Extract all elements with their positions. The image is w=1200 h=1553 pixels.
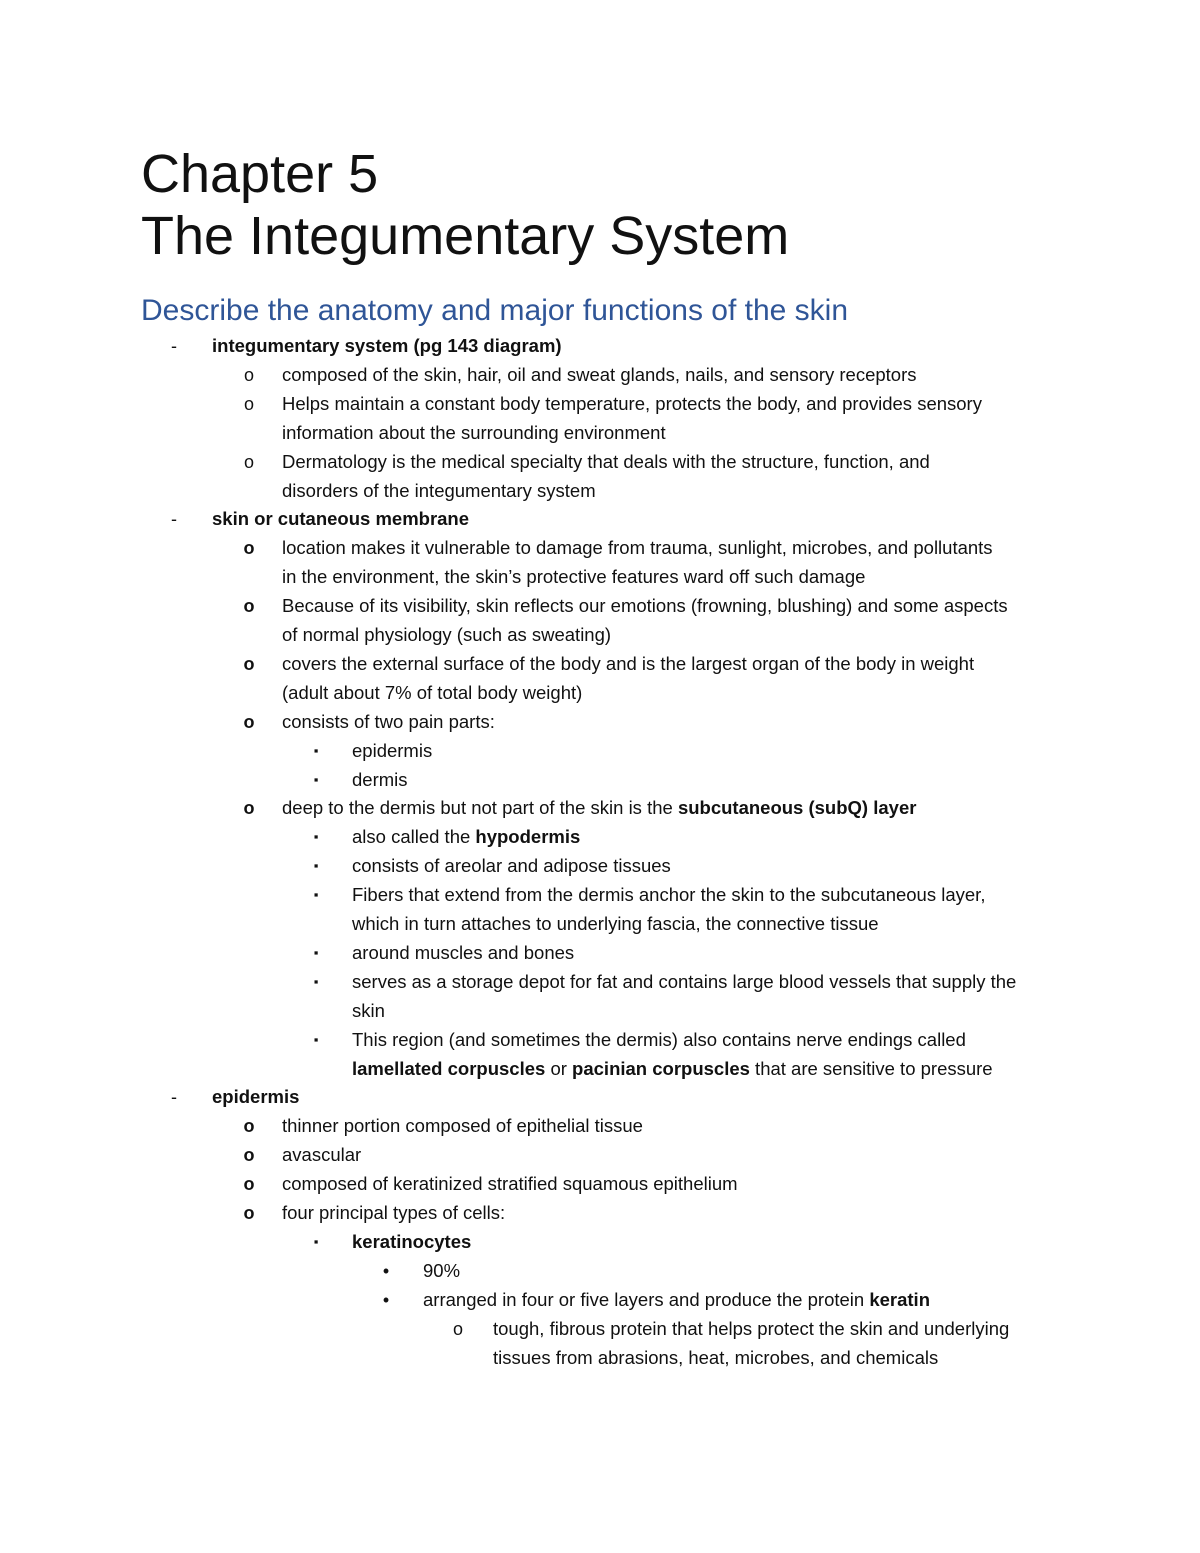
- outline-line: [282, 565, 865, 589]
- outline-line: [493, 1346, 938, 1370]
- outline-line: [282, 1143, 361, 1167]
- list-bullet: o: [243, 1203, 255, 1223]
- outline-line: [282, 1201, 505, 1225]
- list-bullet: ▪: [313, 742, 319, 758]
- line-text: also called the: [352, 826, 476, 848]
- outline-line: [352, 970, 1016, 994]
- line-text: information about the surrounding environment: [282, 421, 666, 443]
- outline-line: [212, 507, 469, 531]
- outline-line: [212, 334, 562, 358]
- line-text: composed of keratinized stratified squamous epithelium: [282, 1173, 738, 1195]
- line-text: consists of two pain parts:: [282, 710, 495, 732]
- line-text: location makes it vulnerable to damage from trauma, sunlight, microbes, and pollutants: [282, 537, 993, 559]
- line-text: serves as a storage depot for fat and contains large blood vessels that supply the: [352, 970, 1017, 992]
- list-bullet: •: [382, 1289, 390, 1310]
- line-text: dermis: [352, 768, 408, 790]
- bold-term: epidermis: [212, 1086, 300, 1108]
- outline-line: [352, 1230, 471, 1254]
- outline-line: [282, 392, 982, 416]
- line-text: skin: [352, 999, 385, 1021]
- list-bullet: o: [243, 538, 255, 559]
- line-text: that are sensitive to pressure: [749, 1057, 993, 1079]
- line-text: tough, fibrous protein that helps protect the skin and underlying: [493, 1317, 1010, 1339]
- list-bullet: ▪: [313, 1233, 319, 1249]
- line-text: thinner portion composed of epithelial tissue: [282, 1115, 643, 1137]
- line-text: which in turn attaches to underlying fascia, the connective tissue: [352, 913, 879, 934]
- list-bullet: -: [171, 1087, 177, 1108]
- list-bullet: o: [243, 596, 255, 617]
- list-bullet: o: [243, 393, 254, 414]
- list-bullet: o: [243, 1145, 255, 1166]
- outline-line: [282, 623, 611, 647]
- outline-line: [282, 363, 917, 387]
- outline-line: [282, 652, 974, 676]
- outline-line: [352, 912, 879, 936]
- outline-line: [282, 710, 495, 734]
- list-bullet: -: [171, 336, 177, 356]
- outline-line: [282, 1172, 738, 1196]
- outline-line: [212, 1085, 299, 1109]
- outline-line: [282, 536, 993, 560]
- line-text: consists of areolar and adipose tissues: [352, 855, 671, 877]
- bold-term: integumentary system (pg 143 diagram): [212, 335, 562, 356]
- line-text: or: [545, 1057, 573, 1079]
- line-text: deep to the dermis but not part of the skin is the: [282, 797, 678, 819]
- list-bullet: ▪: [313, 973, 319, 989]
- list-bullet: o: [243, 1174, 255, 1195]
- outline-line: [423, 1259, 460, 1283]
- outline-line: [282, 681, 582, 705]
- outline-line: [352, 825, 580, 849]
- list-bullet: o: [243, 364, 254, 385]
- outline-line: [352, 739, 432, 763]
- outline-line: [282, 450, 930, 474]
- chapter-title: Chapter 5: [141, 144, 379, 204]
- line-text: of normal physiology (such as sweating): [282, 624, 612, 645]
- outline-line: [282, 479, 596, 503]
- list-bullet: o: [243, 711, 255, 732]
- line-text: Helps maintain a constant body temperature, protects the body, and provides sensory: [282, 392, 982, 414]
- line-text: in the environment, the skin’s protective features ward off such damage: [282, 566, 866, 588]
- list-bullet: ▪: [313, 944, 319, 960]
- line-text: Dermatology is the medical specialty that deals with the structure, function, and: [282, 450, 930, 472]
- list-bullet: ▪: [313, 887, 319, 903]
- list-bullet: o: [243, 653, 255, 674]
- bold-term: hypodermis: [475, 826, 581, 848]
- bold-term: pacinian corpuscles: [572, 1057, 750, 1079]
- list-bullet: ▪: [313, 829, 319, 845]
- line-text: epidermis: [352, 739, 433, 761]
- bold-term: skin or cutaneous membrane: [212, 508, 470, 530]
- outline-line: [282, 594, 1008, 618]
- line-text: tissues from abrasions, heat, microbes, and chemicals: [493, 1346, 939, 1368]
- bold-term: keratin: [869, 1288, 930, 1310]
- line-text: 90%: [423, 1259, 461, 1281]
- line-text: avascular: [282, 1144, 362, 1166]
- outline-line: [352, 854, 671, 878]
- line-text: composed of the skin, hair, oil and sweat glands, nails, and sensory receptors: [282, 363, 917, 385]
- outline-line: [493, 1317, 1009, 1341]
- list-bullet: ▪: [313, 858, 319, 874]
- line-text: around muscles and bones: [352, 941, 575, 963]
- bold-term: subcutaneous (subQ) layer: [677, 797, 917, 819]
- section-heading: Describe the anatomy and major functions of the skin: [141, 294, 849, 327]
- line-text: (adult about 7% of total body weight): [282, 681, 583, 703]
- outline-line: [352, 941, 574, 965]
- line-text: four principal types of cells:: [282, 1202, 506, 1223]
- line-text: Because of its visibility, skin reflects our emotions (frowning, blushing) and some aspects: [282, 595, 1008, 617]
- outline-line: [352, 1028, 966, 1052]
- outline-line: [352, 768, 408, 792]
- outline-line: [282, 421, 666, 445]
- bold-term: keratinocytes: [352, 1230, 472, 1252]
- bold-term: lamellated corpuscles: [352, 1057, 546, 1079]
- outline-line: [282, 796, 916, 820]
- list-bullet: o: [243, 798, 255, 819]
- list-bullet: o: [243, 451, 254, 472]
- outline-line: [352, 999, 385, 1023]
- list-bullet: o: [452, 1318, 463, 1339]
- list-bullet: ▪: [313, 1031, 319, 1047]
- outline-line: [423, 1288, 930, 1312]
- chapter-subtitle: The Integumentary System: [141, 206, 790, 266]
- outline-line: [352, 1057, 993, 1081]
- list-bullet: ▪: [313, 771, 319, 787]
- list-bullet: •: [382, 1260, 390, 1281]
- line-text: disorders of the integumentary system: [282, 479, 596, 501]
- outline-line: [352, 883, 985, 907]
- list-bullet: o: [243, 1116, 255, 1137]
- line-text: Fibers that extend from the dermis anchor the skin to the subcutaneous layer,: [352, 884, 986, 906]
- list-bullet: -: [171, 509, 177, 530]
- line-text: This region (and sometimes the dermis) also contains nerve endings called: [352, 1028, 966, 1050]
- line-text: arranged in four or five layers and produce the protein: [423, 1288, 870, 1310]
- outline-line: [282, 1114, 643, 1138]
- line-text: covers the external surface of the body and is the largest organ of the body in weight: [282, 652, 975, 674]
